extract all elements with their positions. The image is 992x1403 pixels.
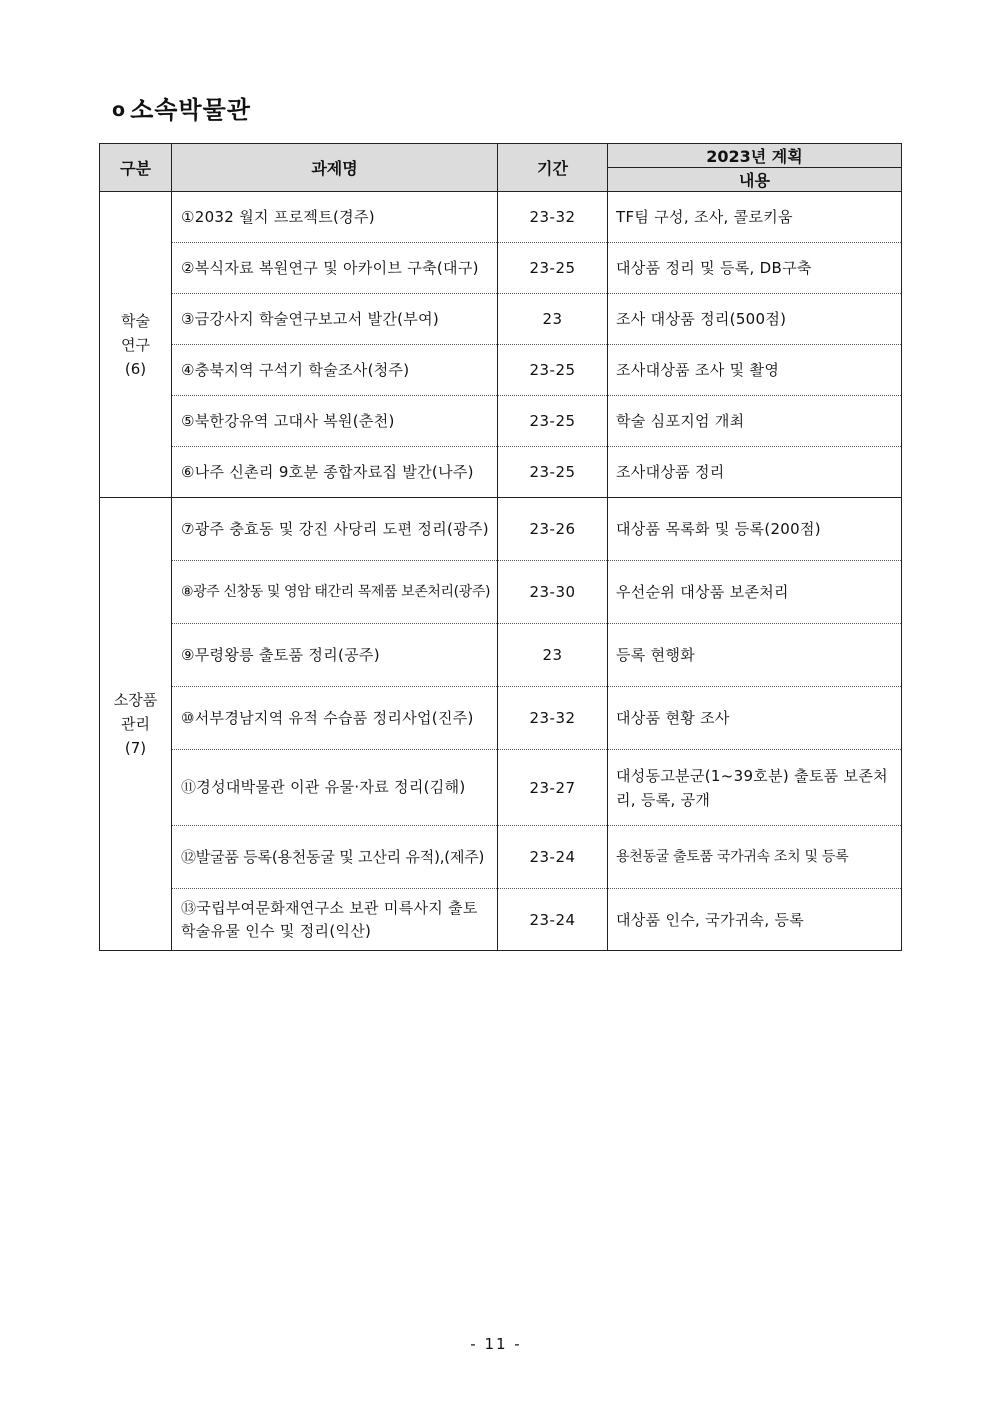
period-cell: 23-26 [498,498,608,561]
content-cell: 대성동고분군(1~39호분) 출토품 보존처리, 등록, 공개 [608,750,902,826]
content-cell: 조사 대상품 정리(500점) [608,294,902,345]
table-row [100,750,902,826]
project-cell: ②복식자료 복원연구 및 아카이브 구축(대구) [172,243,498,294]
table-row [100,687,902,750]
content-cell: 우선순위 대상품 보존처리 [608,561,902,624]
project-cell: ⑬국립부여문화재연구소 보관 미륵사지 출토 학술유물 인수 및 정리(익산) [172,889,498,951]
project-cell: ⑫발굴품 등록(용천동굴 및 고산리 유적),(제주) [172,826,498,889]
category-line: 관리 [121,715,150,733]
museum-plan-table [99,143,902,951]
period-cell: 23 [498,294,608,345]
project-cell: ⑦광주 충효동 및 강진 사당리 도편 정리(광주) [172,498,498,561]
project-cell: ⑧광주 신창동 및 영암 태간리 목제품 보존처리(광주) [172,561,498,624]
table-row [100,192,902,243]
header-project: 과제명 [172,144,498,192]
project-cell: ⑤북한강유역 고대사 복원(춘천) [172,396,498,447]
category-count: (7) [124,739,147,757]
period-cell: 23-25 [498,243,608,294]
category-count: (6) [124,359,147,378]
project-cell: ④충북지역 구석기 학술조사(청주) [172,345,498,396]
section-heading [112,90,251,125]
header-period: 기간 [498,144,608,192]
category-line: 연구 [121,335,150,354]
table-row [100,889,902,951]
table-row [100,345,902,396]
content-cell: 등록 현행화 [608,624,902,687]
project-cell: ⑥나주 신촌리 9호분 종합자료집 발간(나주) [172,447,498,498]
table-row [100,624,902,687]
table-row [100,826,902,889]
header-category: 구분 [100,144,172,192]
content-cell: 조사대상품 조사 및 촬영 [608,345,902,396]
table-row [100,396,902,447]
period-cell: 23-32 [498,687,608,750]
content-cell: 용천동굴 출토품 국가귀속 조치 및 등록 [608,826,902,889]
header-content: 내용 [608,168,902,192]
content-cell: 대상품 목록화 및 등록(200점) [608,498,902,561]
period-cell: 23-25 [498,447,608,498]
category-line: 소장품 [113,691,158,709]
table-row [100,447,902,498]
period-cell: 23-32 [498,192,608,243]
period-cell: 23-30 [498,561,608,624]
content-cell: 대상품 인수, 국가귀속, 등록 [608,889,902,951]
category-cell-research [100,192,172,498]
project-cell: ⑪경성대박물관 이관 유물·자료 정리(김해) [172,750,498,826]
content-cell: TF팀 구성, 조사, 콜로키움 [608,192,902,243]
table-row [100,498,902,561]
content-cell: 조사대상품 정리 [608,447,902,498]
period-cell: 23-25 [498,396,608,447]
project-cell: ③금강사지 학술연구보고서 발간(부여) [172,294,498,345]
period-cell: 23 [498,624,608,687]
project-cell: ①2032 월지 프로젝트(경주) [172,192,498,243]
project-cell: ⑨무령왕릉 출토품 정리(공주) [172,624,498,687]
page-number: - 11 - [470,1335,522,1353]
content-cell: 대상품 현황 조사 [608,687,902,750]
heading-bullet: o [112,99,127,121]
category-line: 학술 [121,311,150,330]
heading-title: 소속박물관 [130,95,251,124]
content-cell: 대상품 정리 및 등록, DB구축 [608,243,902,294]
period-cell: 23-24 [498,889,608,951]
header-plan-year: 2023년 계획 [608,144,902,168]
period-cell: 23-27 [498,750,608,826]
period-cell: 23-25 [498,345,608,396]
table-row [100,561,902,624]
content-cell: 학술 심포지엄 개최 [608,396,902,447]
category-cell-collection [100,498,172,951]
table-row [100,294,902,345]
period-cell: 23-24 [498,826,608,889]
project-cell: ⑩서부경남지역 유적 수습품 정리사업(진주) [172,687,498,750]
table-row [100,243,902,294]
